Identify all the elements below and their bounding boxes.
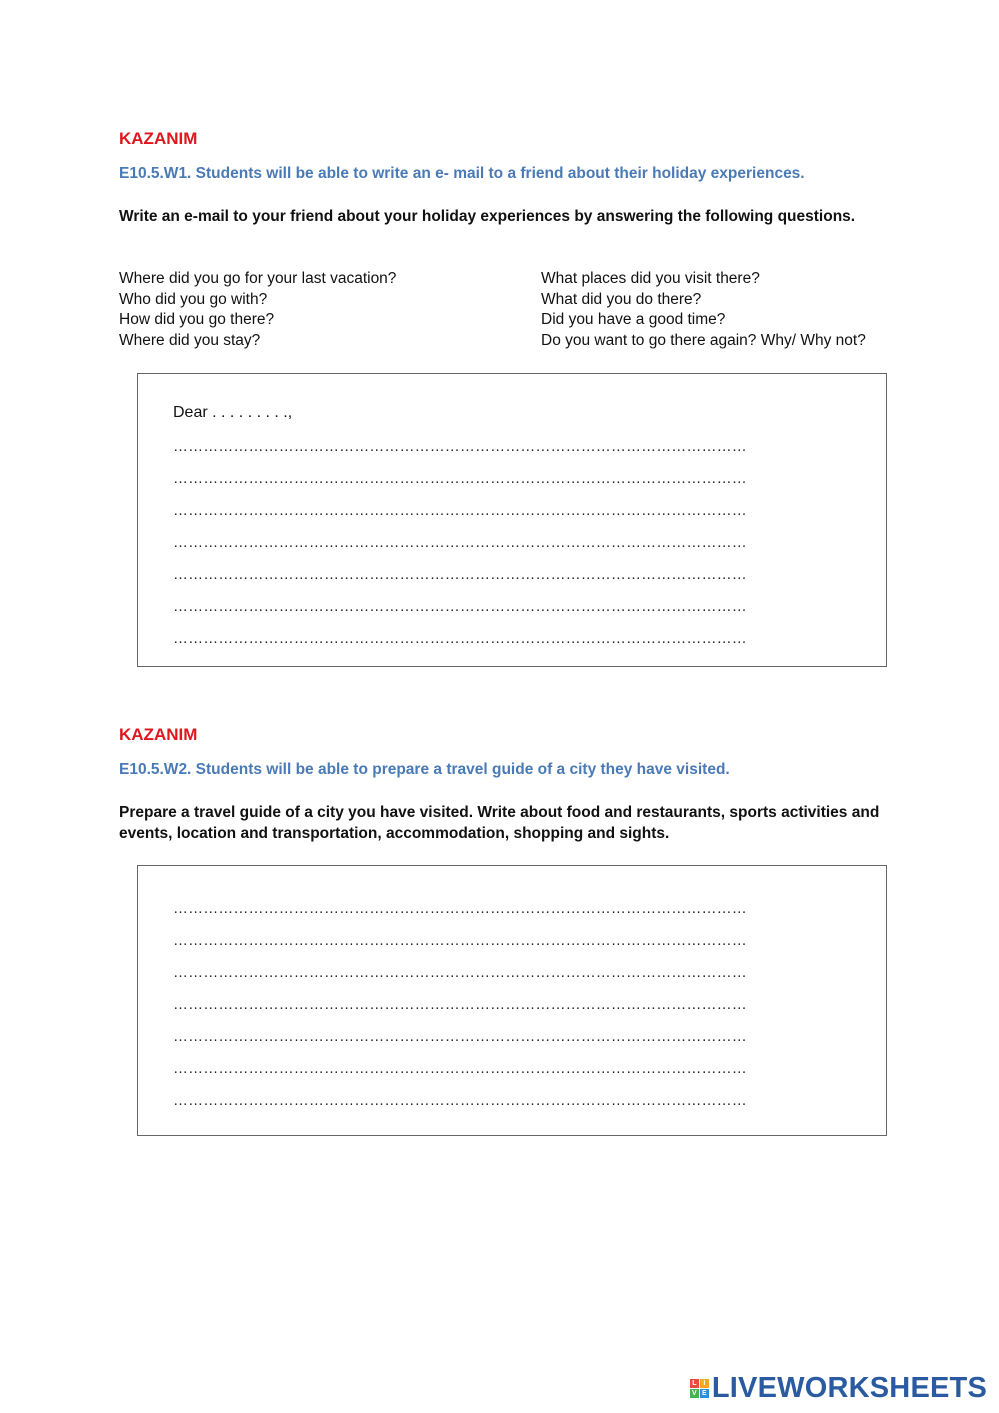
logo-mark-letter: L — [690, 1379, 699, 1388]
writing-line[interactable]: …………………………………………………………………………………………………… — [173, 1060, 747, 1077]
writing-line[interactable]: …………………………………………………………………………………………………… — [173, 932, 747, 949]
questions-left — [119, 269, 396, 352]
writing-line[interactable]: …………………………………………………………………………………………………… — [173, 1092, 747, 1109]
writing-line[interactable]: …………………………………………………………………………………………………… — [173, 598, 747, 615]
liveworksheets-logo[interactable] — [690, 1372, 987, 1405]
logo-mark-letter: I — [700, 1379, 709, 1388]
writing-line[interactable]: …………………………………………………………………………………………………… — [173, 630, 747, 647]
writing-line[interactable]: …………………………………………………………………………………………………… — [173, 1028, 747, 1045]
writing-line[interactable]: …………………………………………………………………………………………………… — [173, 964, 747, 981]
email-writing-box[interactable] — [137, 373, 887, 667]
salutation: Dear . . . . . . . . ., — [173, 404, 293, 421]
writing-line[interactable]: …………………………………………………………………………………………………… — [173, 900, 747, 917]
questions-right — [541, 269, 866, 352]
logo-mark-letter: V — [690, 1389, 699, 1398]
writing-line[interactable]: …………………………………………………………………………………………………… — [173, 470, 747, 487]
writing-line[interactable]: …………………………………………………………………………………………………… — [173, 566, 747, 583]
section1-instruction: Write an e-mail to your friend about your holiday experiences by answering the following questions. — [119, 208, 856, 225]
travel-guide-writing-box[interactable] — [137, 865, 887, 1136]
writing-line[interactable]: …………………………………………………………………………………………………… — [173, 534, 747, 551]
liveworksheets-logo-icon — [690, 1379, 709, 1398]
writing-line[interactable]: …………………………………………………………………………………………………… — [173, 502, 747, 519]
section2-heading: KAZANIM — [119, 725, 198, 744]
question-item: Did you have a good time? — [541, 311, 726, 329]
writing-line[interactable]: …………………………………………………………………………………………………… — [173, 996, 747, 1013]
question-item: Where did you go for your last vacation? — [119, 270, 397, 287]
question-item: How did you go there? — [119, 311, 275, 329]
question-item: What did you do there? — [541, 290, 702, 308]
question-item: What places did you visit there? — [541, 270, 760, 287]
section1-objective: E10.5.W1. Students will be able to write an e- mail to a friend about their holiday experiences. — [119, 165, 805, 182]
logo-text: LIVEWORKSHEETS — [711, 1372, 987, 1404]
question-item: Who did you go with? — [119, 290, 268, 308]
section2-objective: E10.5.W2. Students will be able to prepare a travel guide of a city they have visited. — [119, 761, 730, 778]
writing-line[interactable]: …………………………………………………………………………………………………… — [173, 438, 747, 455]
question-item: Do you want to go there again? Why/ Why not? — [541, 332, 866, 350]
section1-heading: KAZANIM — [119, 129, 198, 148]
logo-mark-letter: E — [700, 1389, 709, 1398]
question-item: Where did you stay? — [119, 332, 261, 350]
section2-instruction: Prepare a travel guide of a city you have visited. Write about food and restaurants, sports activities and events, location and transportation, accommodation, shopping and sights. — [119, 804, 880, 842]
